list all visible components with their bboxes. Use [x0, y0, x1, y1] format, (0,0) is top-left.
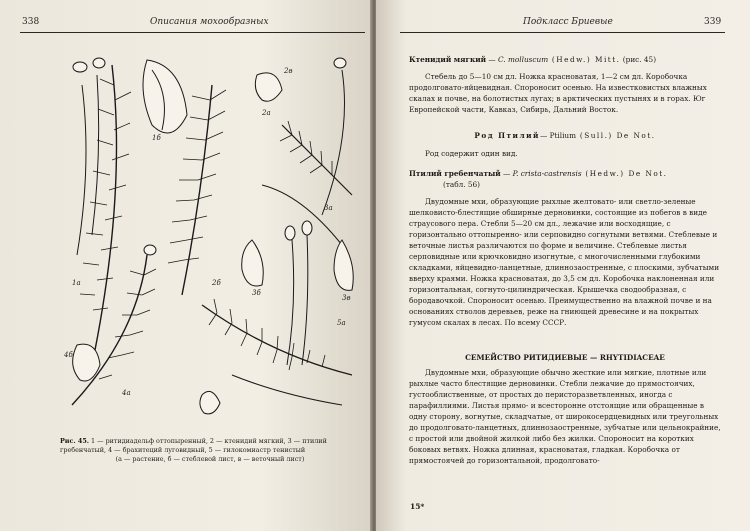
page-number-left: 338: [22, 17, 40, 27]
figure-label: 5а: [337, 319, 346, 327]
figure-label: 2а: [262, 109, 271, 117]
species-description: Двудомные мхи, образующие рыхлые желтовато- или светло-зеленые шелковисто-блестящие обширные дерновинки, состоящие из побегов в виде страусового пера. Стебли 5—20 см дл., лежачие или восходящие, с горизонтально оттопыренно- или серповидно согнутыми ветвями. Стеблевые и веточные листья различаются по форме и величине. Стеблевые листья серповидные или крючковидно изогнутые, с многочисленными глубокими складками, яйцевидно-ланцетные, длиннозаостренные, с плоскими, зубчатыми вверху краями. Ножка красноватая, до 3,5 см дл. Коробочка наклоненная или горизонтальная, согнуто-цилиндрическая. Крышечка сводообразная, с бородавочкой. Спороносит осенью. Преимущественно на влажной почве и на основаниях стволов деревьев, реже на гниющей древесине и на покрытых гумусом скалах в лесах. По всему СССР.: [409, 197, 720, 327]
caption-legend: (а — растение, б — стеблевой лист, в — веточный лист): [115, 455, 305, 463]
species-author: (Hedw.) Mitt.: [548, 55, 621, 64]
genus-title: Род Птилий: [474, 131, 540, 140]
dash: —: [500, 169, 513, 178]
genus-heading: [409, 130, 721, 141]
family-title: СЕМЕЙСТВО РИТИДИЕВЫЕ — RHYTIDIACEAE: [465, 353, 665, 362]
genus-text-block: [409, 148, 721, 159]
species-ctenidium: [409, 54, 721, 115]
dash: —: [486, 55, 499, 64]
page-number-right: 339: [704, 17, 722, 27]
figure-label: 3б: [252, 289, 261, 297]
genus-latin: — Ptilium: [539, 131, 577, 140]
figure-caption: [60, 437, 360, 464]
running-head-right: Подкласс Бриевые: [523, 17, 613, 27]
species-latin: P. crista-castrensis: [512, 169, 582, 178]
left-page: [0, 0, 372, 531]
header-rule-left: [20, 32, 365, 33]
figure-label: 2в: [284, 67, 293, 75]
figure-label: 4а: [122, 389, 131, 397]
figure-label: 1а: [72, 279, 81, 287]
table-reference: (табл. 56): [443, 180, 481, 189]
figure-label: 3в: [342, 294, 351, 302]
figure-reference: (рис. 45): [620, 55, 657, 64]
family-text-block: [409, 367, 721, 466]
genus-text: Род содержит один вид.: [425, 149, 518, 158]
genus-author: (Sull.) De Not.: [576, 131, 656, 140]
species-author: (Hedw.) De Not.: [581, 169, 668, 178]
species-title: Ктенидий мягкий: [409, 55, 487, 64]
caption-text: 1 — ритидиадельф оттопыренный, 2 — ктенидий мягкий, 3 — птилий гребенчатый, 4 — брахитеций луговидный, 5 — гилокомиастр тенистый: [60, 437, 327, 454]
family-heading: [409, 352, 721, 363]
caption-figure-ref: Рис. 45.: [60, 437, 90, 445]
figure-label: 2б: [212, 279, 221, 287]
moss-illustration: [52, 45, 364, 428]
family-text: Двудомные мхи, образующие обычно жесткие или мягкие, плотные или рыхлые часто блестящие дерновинки. Стебли лежачие до прямостоячих, густооблиственные, от простых до перисторазветвленных, иногда с парафиллиями. Листья прямо- и всесторонне отстоящие или обращенные в одну сторону, вогнутые, складчатые, от широкосердцевидных или треугольных до продолговато-ланцетных, длиннозаостренные, зубчатые или цельнокрайние, с простой или двойной жилкой либо без жилки. Спороносит на коротких боковых ветвях. Ножка длинная, красноватая, гладкая. Коробочка от прямостоячей до горизонтальной, продолговато-: [409, 368, 721, 465]
species-ptilium: [409, 168, 721, 328]
figure-label: 4б: [64, 351, 73, 359]
running-head-left: Описания мохообразных: [150, 17, 269, 27]
signature-mark: 15*: [410, 502, 425, 511]
header-rule-right: [400, 32, 725, 33]
species-description: Стебель до 5—10 см дл. Ножка красноватая, 1—2 см дл. Коробочка продолговато-яйцевидная. Спороносит осенью. На известковистых влажных скалах и почве, на болотистых лугах; в арктических пустынях и в горах. Юг Европейской части, Кавказ, Сибирь, Дальний Восток.: [409, 72, 707, 114]
figure-label: 1б: [152, 134, 161, 142]
figure-label: 3а: [324, 204, 333, 212]
species-latin: C. molluscum: [498, 55, 549, 64]
species-title: Птилий гребенчатый: [409, 169, 501, 178]
